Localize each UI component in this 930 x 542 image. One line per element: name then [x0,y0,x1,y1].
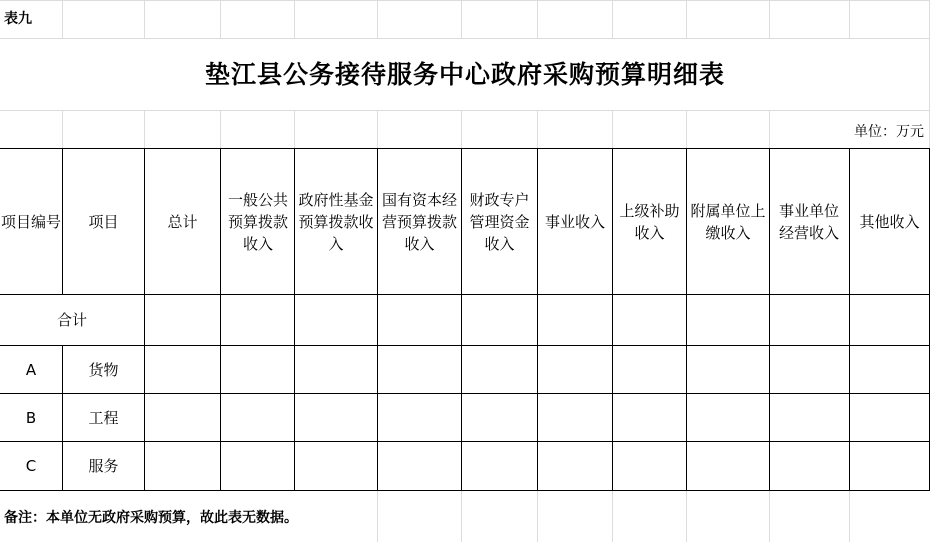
gridline [537,110,538,148]
gridline [62,0,63,38]
gridline [612,0,613,38]
gridline [461,110,462,148]
header-affiliate-payment[interactable]: 附属单位上缴收入 [690,201,766,242]
table-border [461,148,462,490]
header-state-capital[interactable]: 国有资本经营预算拨款收入 [381,190,457,253]
gridline [377,0,378,38]
header-item[interactable]: 项目 [88,212,119,231]
gridline [377,490,378,542]
row-services-code[interactable]: C [25,457,37,475]
gridline [294,110,295,148]
gridline [686,490,687,542]
gridline [0,0,930,1]
gridline [144,110,145,148]
header-business-income[interactable]: 事业收入 [544,212,605,231]
header-fiscal-account[interactable]: 财政专户管理资金收入 [469,190,530,253]
header-gov-fund[interactable]: 政府性基金预算拨款收入 [298,190,374,253]
table-border [294,148,295,490]
gridline [686,110,687,148]
gridline [377,110,378,148]
gridline [0,110,930,111]
gridline [537,0,538,38]
gridline [62,110,63,148]
table-border [612,148,613,490]
table-border [769,148,770,490]
header-general-budget[interactable]: 一般公共预算拨款收入 [227,190,288,253]
page-title: 垫江县公务接待服务中心政府采购预算明细表 [204,60,725,89]
gridline [144,0,145,38]
table-border [686,148,687,490]
subtotal-label[interactable]: 合计 [56,311,87,329]
gridline [0,38,930,39]
row-works-code[interactable]: B [25,408,37,427]
table-border [0,490,930,491]
header-operating-income[interactable]: 事业单位经营收入 [778,201,839,242]
gridline [769,110,770,148]
gridline [849,0,850,38]
table-border [220,148,221,490]
footnote: 备注：本单位无政府采购预算，故此表无数据。 [4,510,298,526]
header-item-no[interactable]: 项目编号 [0,212,61,231]
gridline [537,490,538,542]
header-other-income[interactable]: 其他收入 [859,212,920,231]
gridline [849,490,850,542]
row-goods-name[interactable]: 货物 [88,360,119,379]
header-total[interactable]: 总计 [167,212,198,231]
header-superior-subsidy[interactable]: 上级补助收入 [619,201,680,242]
gridline [769,0,770,38]
gridline [612,490,613,542]
gridline [612,110,613,148]
gridline [220,110,221,148]
gridline [461,0,462,38]
gridline [294,0,295,38]
gridline [686,0,687,38]
table-code-label: 表九 [4,11,32,27]
row-services-name[interactable]: 服务 [88,457,119,475]
row-goods-code[interactable]: A [25,360,37,379]
gridline [220,0,221,38]
unit-label: 单位：万元 [854,124,924,140]
row-works-name[interactable]: 工程 [88,408,119,427]
table-border [377,148,378,490]
gridline [769,490,770,542]
gridline [461,490,462,542]
